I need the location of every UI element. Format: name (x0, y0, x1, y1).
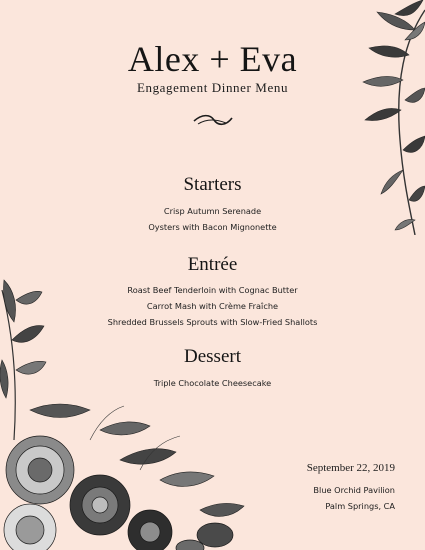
menu-item: Crisp Autumn Serenade (163, 206, 262, 216)
event-venue: Blue Orchid Pavilion (313, 485, 395, 495)
page-subtitle: Engagement Dinner Menu (136, 80, 289, 95)
menu-item: Triple Chocolate Cheesecake (153, 378, 272, 388)
section-title-entree: Entrée (187, 254, 238, 275)
event-location: Palm Springs, CA (325, 501, 395, 511)
menu-item: Roast Beef Tenderloin with Cognac Butter (127, 285, 298, 295)
page-title: Alex + Eva (127, 39, 298, 79)
botanical-illustration-top-right (345, 0, 425, 235)
menu-item: Carrot Mash with Crème Fraîche (146, 301, 279, 311)
flourish-ornament-icon (192, 112, 234, 128)
menu-item: Oysters with Bacon Mignonette (148, 222, 277, 232)
botanical-illustration-bottom-left (0, 270, 250, 550)
section-title-dessert: Dessert (184, 346, 241, 367)
menu-item: Shredded Brussels Sprouts with Slow-Fried Shallots (107, 317, 318, 327)
event-date: September 22, 2019 (306, 462, 395, 474)
section-title-starters: Starters (183, 174, 242, 195)
